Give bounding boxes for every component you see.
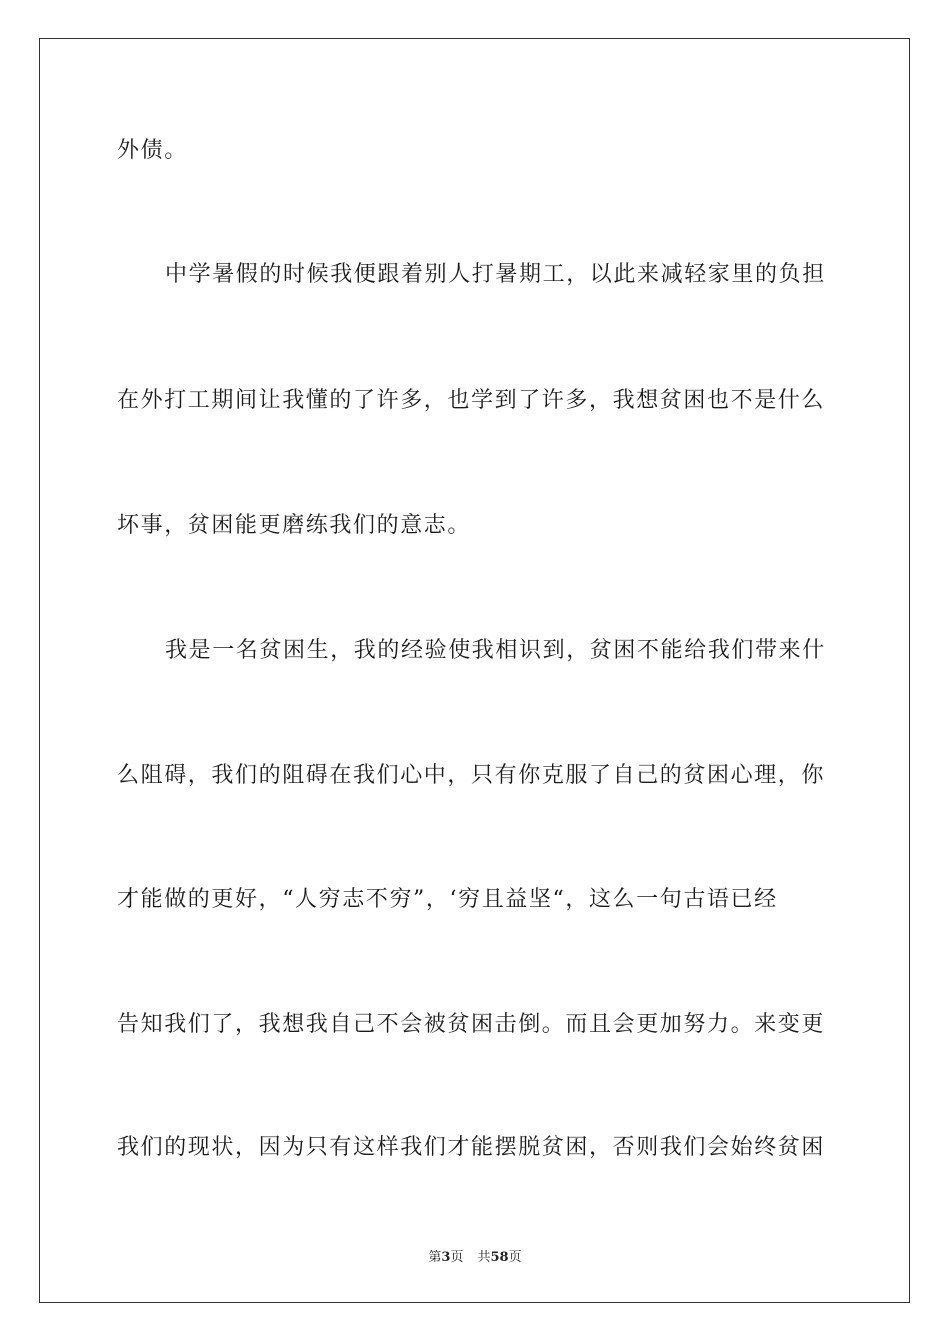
body-text-line: 在外打工期间让我懂的了许多，也学到了许多，我想贫困也不是什么: [117, 388, 826, 413]
total-suffix: 页: [508, 1250, 522, 1265]
total-prefix: 共: [477, 1250, 491, 1265]
page-prefix: 第: [428, 1250, 442, 1265]
body-text-line: 我是一名贫困生，我的经验使我相识到，贫困不能给我们带来什: [165, 638, 826, 663]
body-text-line: 告知我们了，我想我自己不会被贫困击倒。而且会更加努力。来变更: [117, 1012, 826, 1037]
body-text-line: 么阻碍，我们的阻碍在我们心中，只有你克服了自己的贫困心理，你: [117, 763, 826, 788]
page-footer: [0, 1249, 950, 1267]
page-suffix: 页: [450, 1250, 464, 1265]
body-text-line: 外债。: [117, 138, 188, 163]
total-pages: 58: [490, 1250, 509, 1265]
page-number: 3: [441, 1250, 451, 1265]
page-border: [39, 38, 910, 1303]
body-text-line: 我们的现状，因为只有这样我们才能摆脱贫困，否则我们会始终贫困: [117, 1135, 826, 1160]
body-text-line: 坏事，贫困能更磨练我们的意志。: [117, 513, 472, 538]
body-text-line: 才能做的更好，“人穷志不穷”，‘穷且益坚“，这么一句古语已经: [117, 887, 778, 912]
body-text-line: 中学暑假的时候我便跟着别人打暑期工，以此来减轻家里的负担: [165, 262, 826, 287]
